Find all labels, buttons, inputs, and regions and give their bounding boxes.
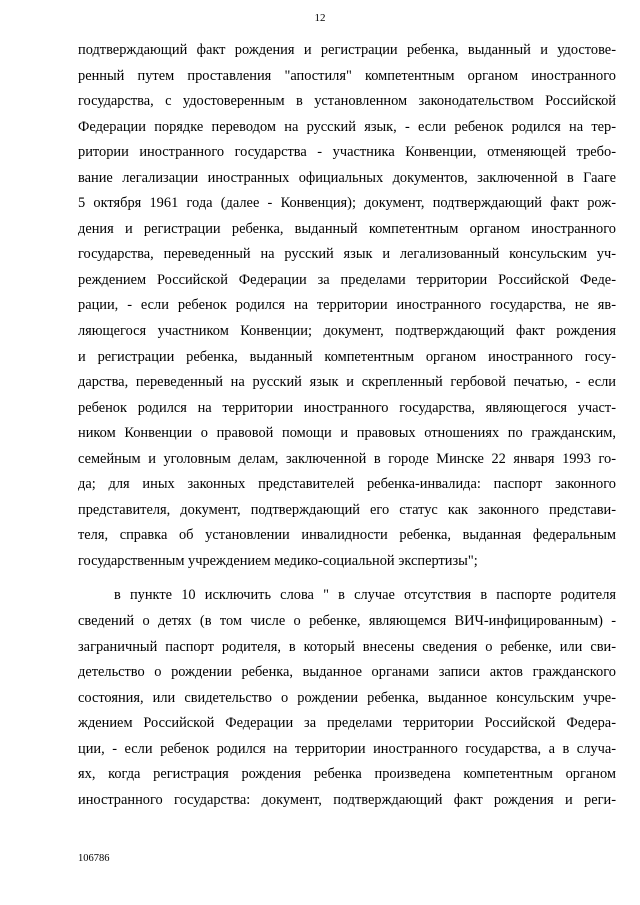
text-line: государства, с удостоверенным в установленном законодательством Российской — [78, 93, 616, 110]
text-line: семейным и уголовным делам, заключенной в городе Минске 22 января 1993 го- — [78, 450, 616, 467]
text-line: ребенок родился на территории иностранного государства, являющегося участ- — [78, 399, 616, 416]
text-line: дарства, переведенный на русский язык и скрепленный гербовой печатью, - если — [78, 374, 616, 391]
text-line: теля, справка об установлении инвалидности ребенка, выданная федеральным — [78, 527, 616, 544]
document-code: 106786 — [78, 853, 110, 864]
paragraph-gap — [78, 574, 616, 583]
text-line: вание легализации иностранных официальных документов, заключенной в Гааге — [78, 169, 616, 186]
text-line: состояния, или свидетельство о рождении ребенка, выданное консульским учре- — [78, 689, 616, 706]
text-line: ренный путем проставления "апостиля" компетентным органом иностранного — [78, 67, 616, 84]
text-line: подтверждающий факт рождения и регистрации ребенка, выданный и удостове- — [78, 42, 616, 58]
document-body — [78, 38, 616, 813]
text-line: рации, - если ребенок родился на территории иностранного государства, не яв- — [78, 297, 616, 314]
text-line: реждением Российской Федерации за пределами территории Российской Феде- — [78, 271, 616, 288]
page-number: 12 — [314, 12, 326, 24]
text-line: детельство о рождении ребенка, выданное органами записи актов гражданского — [78, 664, 616, 681]
text-line: представителя, документ, подтверждающий его статус как законного представи- — [78, 501, 616, 518]
text-line: государственным учреждением медико-социальной экспертизы"; — [78, 552, 478, 569]
text-line: ждением Российской Федерации за пределами территории Российской Федера- — [78, 715, 616, 732]
text-line: Федерации порядке переводом на русский язык, - если ребенок родился на тер- — [78, 118, 616, 135]
text-line: ях, когда регистрация рождения ребенка произведена компетентным органом — [78, 766, 616, 783]
text-line: да; для иных законных представителей ребенка-инвалида: паспорт законного — [78, 476, 616, 493]
text-line: 5 октября 1961 года (далее - Конвенция); документ, подтверждающий факт рож- — [78, 195, 616, 212]
text-line: дения и регистрации ребенка, выданный компетентным органом иностранного — [78, 220, 616, 237]
text-line: иностранного государства: документ, подтверждающий факт рождения и реги- — [78, 791, 616, 808]
text-line: сведений о детях (в том числе о ребенке, являющемся ВИЧ-инфицированным) - — [78, 613, 616, 630]
text-line: ником Конвенции о правовой помощи и правовых отношениях по гражданским, — [78, 425, 616, 442]
text-line: ции, - если ребенок родился на территории иностранного государства, а в случа- — [78, 740, 616, 757]
text-line: заграничный паспорт родителя, в который внесены сведения о ребенке, или сви- — [78, 638, 616, 655]
text-line: ритории иностранного государства - участника Конвенции, отменяющей требо- — [78, 144, 616, 161]
text-line: и регистрации ребенка, выданный компетентным органом иностранного госу- — [78, 348, 616, 365]
text-line: государства, переведенный на русский язык и легализованный консульским уч- — [78, 246, 616, 263]
text-line: ляющегося участником Конвенции; документ, подтверждающий факт рождения — [78, 323, 616, 340]
text-line: в пункте 10 исключить слова " в случае отсутствия в паспорте родителя — [114, 587, 616, 604]
